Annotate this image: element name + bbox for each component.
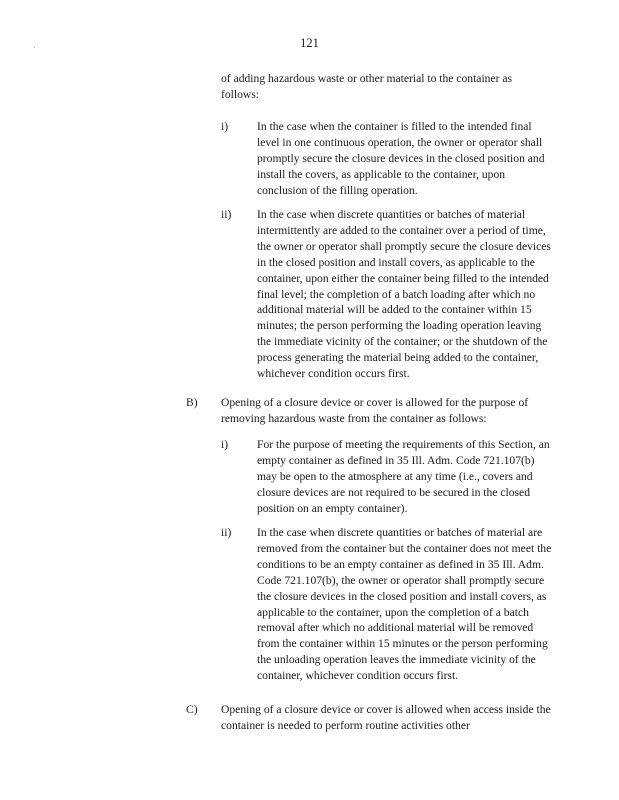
section-marker: C)	[186, 703, 198, 716]
page-number: 121	[300, 36, 319, 50]
item-marker: i)	[221, 438, 229, 451]
stray-mark: .	[34, 44, 36, 50]
section-paragraph: Opening of a closure device or cover is allowed when access inside the container is needed to perform routine activities other	[221, 703, 551, 732]
item-paragraph: In the case when the container is filled to the intended final level in one continuous operation, the owner or operator shall promptly secure the closure devices in the closed position and install the covers, as applicable to the container, upon conclusion of the filling operation.	[257, 120, 545, 197]
section-paragraph: Opening of a closure device or cover is allowed for the purpose of removing hazardous waste from the container as follows:	[221, 396, 529, 425]
item-marker: i)	[221, 120, 229, 133]
item-paragraph: For the purpose of meeting the requirements of this Section, an empty container as defined in 35 Ill. Adm. Code 721.107(b) may be open to the atmosphere at any time (i.e., covers and closure devices are not required to be secured in the closed position on an empty container).	[257, 438, 550, 515]
section-marker: B)	[186, 396, 198, 409]
intro-paragraph: of adding hazardous waste or other material to the container as follows:	[221, 72, 513, 101]
item-paragraph: In the case when discrete quantities or batches of material intermittently are added to the container over a period of time, the owner or operator shall promptly secure the closure devices in the closed position and install covers, as applicable to the container, upon either the container being filled to the intended final level; the completion of a batch loading after which no additional material will be added to the container within 15 minutes; the person performing the loading operation leaving the immediate vicinity of the container; or the shutdown of the process generating the material being added to the container, whichever condition occurs first.	[257, 208, 551, 381]
item-paragraph: In the case when discrete quantities or batches of material are removed from the container but the container does not meet the conditions to be an empty container as defined in 35 Ill. Adm. Code 721.107(b), the owner or operator shall promptly secure the closure devices in the closed position and install covers, as applicable to the container, upon the completion of a batch removal after which no additional material will be removed from the container within 15 minutes or the person performing the unloading operation leaves the immediate vicinity of the container, whichever condition occurs first.	[257, 526, 552, 683]
item-marker: ii)	[221, 208, 232, 221]
item-marker: ii)	[221, 526, 232, 539]
